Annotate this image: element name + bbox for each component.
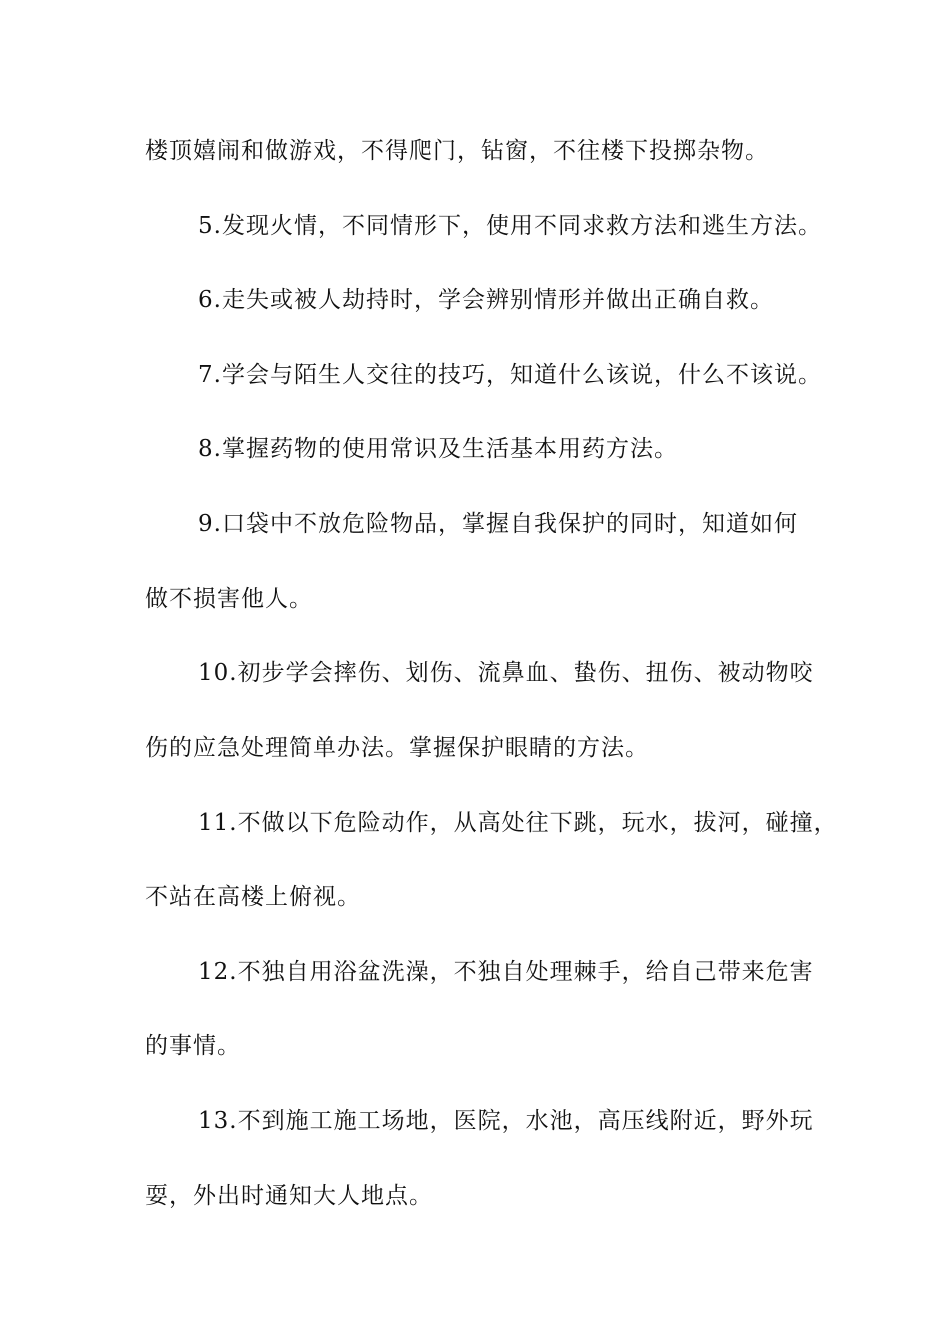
list-item-12-continued: 的事情。	[145, 1033, 241, 1059]
list-item-5: 5.发现火情，不同情形下，使用不同求救方法和逃生方法。	[198, 213, 822, 239]
list-item-11: 11.不做以下危险动作，从高处往下跳，玩水，拔河，碰撞，	[198, 810, 838, 836]
list-item-10: 10.初步学会摔伤、划伤、流鼻血、蛰伤、扭伤、被动物咬	[198, 660, 814, 686]
list-item-11-continued: 不站在高楼上俯视。	[145, 884, 361, 910]
list-item-13-continued: 耍，外出时通知大人地点。	[145, 1183, 433, 1209]
text-line: 楼顶嬉闹和做游戏，不得爬门，钻窗，不往楼下投掷杂物。	[145, 138, 769, 164]
list-item-12: 12.不独自用浴盆洗澡，不独自处理棘手，给自己带来危害	[198, 959, 814, 985]
list-item-9-continued: 做不损害他人。	[145, 586, 313, 612]
list-item-7: 7.学会与陌生人交往的技巧，知道什么该说，什么不该说。	[198, 362, 822, 388]
list-item-8: 8.掌握药物的使用常识及生活基本用药方法。	[198, 436, 678, 462]
list-item-13: 13.不到施工施工场地，医院，水池，高压线附近，野外玩	[198, 1108, 814, 1134]
list-item-9: 9.口袋中不放危险物品，掌握自我保护的同时，知道如何	[198, 511, 798, 537]
list-item-10-continued: 伤的应急处理简单办法。掌握保护眼睛的方法。	[145, 735, 649, 761]
list-item-6: 6.走失或被人劫持时，学会辨别情形并做出正确自救。	[198, 287, 774, 313]
